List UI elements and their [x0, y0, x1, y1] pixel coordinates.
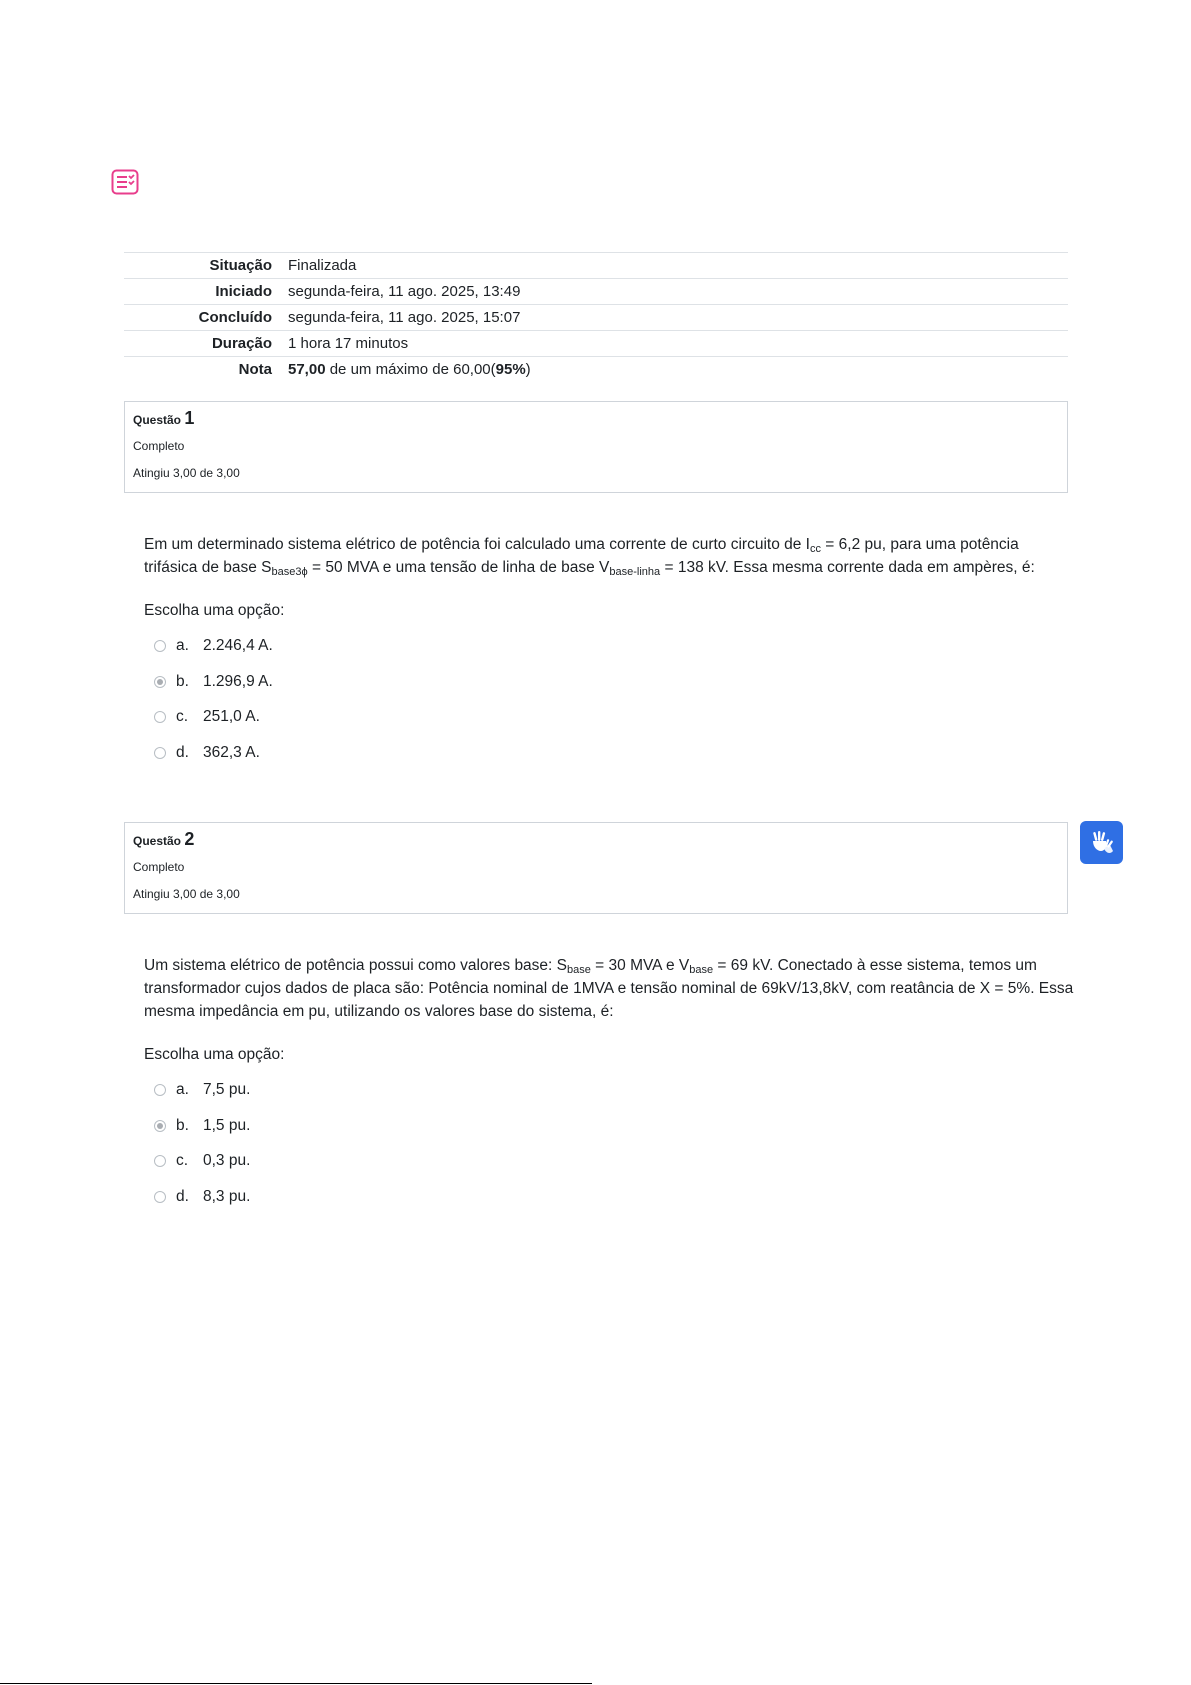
text-part: = 30 MVA e V — [590, 957, 690, 974]
question-2-prompt: Escolha uma opção: — [144, 1046, 285, 1063]
question-2-option-a[interactable] — [154, 1079, 250, 1101]
option-letter: d. — [176, 1188, 189, 1205]
question-2-option-c[interactable] — [154, 1150, 250, 1172]
question-1-info — [124, 401, 1068, 493]
text-subscript: base — [567, 964, 591, 976]
summary-value: segunda-feira, 11 ago. 2025, 15:07 — [288, 309, 521, 326]
question-grade: Atingiu 3,00 de 3,00 — [133, 887, 240, 901]
option-text: 2.246,4 A. — [203, 637, 273, 654]
quiz-icon — [111, 169, 139, 195]
radio-button[interactable] — [154, 1084, 166, 1096]
text-subscript: base3ϕ — [271, 566, 308, 578]
question-2-info — [124, 822, 1068, 914]
text-part: Um sistema elétrico de potência possui como valores base: S — [144, 957, 568, 974]
footer-divider — [0, 1683, 592, 1684]
option-letter: c. — [176, 708, 189, 725]
summary-label: Iniciado — [215, 283, 272, 300]
option-text: 0,3 pu. — [203, 1152, 251, 1169]
summary-row-status — [124, 253, 1068, 279]
question-2-option-d[interactable] — [154, 1186, 250, 1208]
grade-percent: 95% — [495, 361, 526, 379]
question-state: Completo — [133, 439, 185, 453]
summary-label: Duração — [211, 335, 272, 352]
grade-end: ) — [525, 361, 531, 379]
radio-button[interactable] — [154, 1155, 166, 1167]
summary-row-duration — [124, 331, 1068, 357]
summary-row-started — [124, 279, 1068, 305]
summary-row-grade — [124, 357, 1068, 383]
radio-button[interactable] — [154, 747, 166, 759]
summary-row-completed — [124, 305, 1068, 331]
text-part: = 138 kV. Essa mesma corrente dada em ampères, é: — [660, 559, 1035, 576]
option-text: 1,5 pu. — [203, 1117, 251, 1134]
question-prefix: Questão — [133, 413, 182, 427]
question-number-value: 2 — [184, 829, 195, 849]
grade-score: 57,00 — [288, 361, 326, 379]
text-subscript: base-linha — [609, 566, 661, 578]
option-letter: a. — [176, 1081, 189, 1098]
summary-value: segunda-feira, 11 ago. 2025, 13:49 — [288, 283, 521, 300]
text-subscript: cc — [809, 543, 821, 555]
attempt-summary-table — [124, 252, 1068, 383]
radio-button[interactable] — [154, 640, 166, 652]
option-text: 1.296,9 A. — [203, 673, 273, 690]
radio-button[interactable] — [154, 711, 166, 723]
question-number — [133, 829, 194, 850]
option-text: 251,0 A. — [203, 708, 260, 725]
question-1-option-b[interactable] — [154, 671, 273, 693]
radio-button-selected[interactable] — [154, 1120, 166, 1132]
option-text: 362,3 A. — [203, 744, 260, 761]
option-letter: c. — [176, 1152, 189, 1169]
summary-label: Situação — [209, 257, 272, 274]
summary-label: Nota — [238, 361, 272, 379]
summary-value: 1 hora 17 minutos — [288, 335, 409, 352]
question-prefix: Questão — [133, 834, 182, 848]
grade-value — [288, 357, 1068, 383]
question-2-option-b[interactable] — [154, 1115, 250, 1137]
question-1-prompt: Escolha uma opção: — [144, 602, 285, 619]
summary-label: Concluído — [198, 309, 272, 326]
question-state: Completo — [133, 860, 185, 874]
question-1-option-c[interactable] — [154, 706, 260, 728]
text-part: = 6,2 pu, para uma potência trifásica de base S — [144, 536, 1019, 576]
option-text: 7,5 pu. — [203, 1081, 251, 1098]
grade-middle: de um máximo de 60,00( — [329, 361, 496, 379]
radio-button[interactable] — [154, 1191, 166, 1203]
text-part: Em um determinado sistema elétrico de potência foi calculado uma corrente de curto circuito de I — [144, 536, 810, 553]
text-part: = 50 MVA e uma tensão de linha de base V — [307, 559, 610, 576]
radio-button-selected[interactable] — [154, 676, 166, 688]
text-part: = 69 kV. Conectado à esse sistema, temos um transformador cujos dados de placa são: Potência nominal de 1MVA e tensão nominal de 69kV/13,8kV, com reatância de X = 5%. Essa mesma impedância em pu, utilizando os valores base do sistema, é: — [144, 957, 1074, 1020]
question-number-value: 1 — [184, 408, 195, 428]
sign-language-hands-icon — [1088, 829, 1116, 857]
option-text: 8,3 pu. — [203, 1188, 251, 1205]
question-1-option-a[interactable] — [154, 635, 273, 657]
question-1-text — [144, 533, 1074, 579]
option-letter: b. — [176, 1117, 189, 1134]
question-1-option-d[interactable] — [154, 742, 260, 764]
option-letter: d. — [176, 744, 189, 761]
option-letter: a. — [176, 637, 189, 654]
summary-value: Finalizada — [288, 257, 357, 274]
vlibras-accessibility-button[interactable] — [1080, 821, 1123, 864]
text-subscript: base — [689, 964, 714, 976]
question-number — [133, 408, 194, 429]
option-letter: b. — [176, 673, 189, 690]
question-2-text — [144, 954, 1074, 1023]
question-grade: Atingiu 3,00 de 3,00 — [133, 466, 240, 480]
